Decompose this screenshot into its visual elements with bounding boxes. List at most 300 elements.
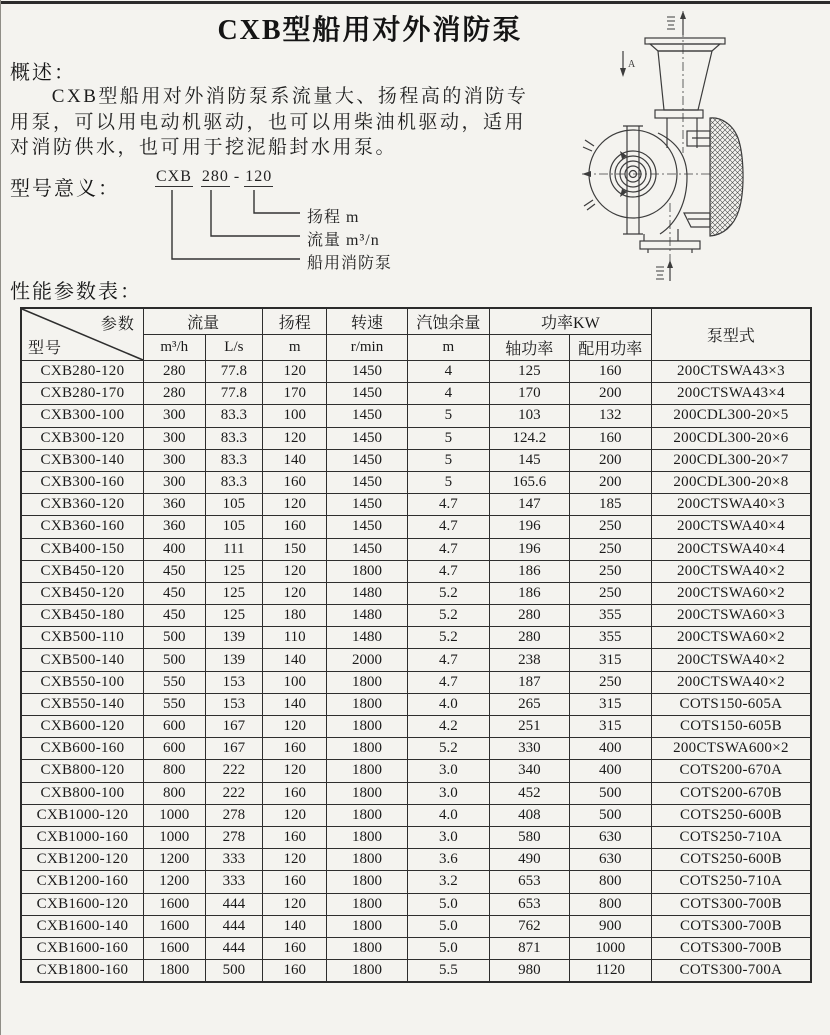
page-top-rule (0, 1, 830, 4)
cell-power-rated: 800 (569, 871, 651, 893)
cell-power-shaft: 340 (489, 760, 569, 782)
cell-npsh: 5.2 (407, 627, 489, 649)
cell-pump-type: COTS300-700B (651, 915, 811, 937)
cell-head: 160 (263, 871, 327, 893)
cell-npsh: 5.2 (407, 605, 489, 627)
cell-pump-type: 200CTSWA60×2 (651, 582, 811, 604)
cell-head: 120 (263, 893, 327, 915)
cell-npsh: 4.7 (407, 649, 489, 671)
cell-flow-ls: 278 (205, 804, 263, 826)
table-row (21, 871, 811, 893)
cell-head: 120 (263, 427, 327, 449)
cell-power-rated: 355 (569, 605, 651, 627)
cell-speed: 1450 (327, 494, 408, 516)
cell-flow-m3h: 360 (143, 516, 205, 538)
cell-pump-type: COTS200-670A (651, 760, 811, 782)
cell-power-shaft: 762 (489, 915, 569, 937)
cell-pump-type: COTS250-710A (651, 871, 811, 893)
table-row (21, 516, 811, 538)
table-row (21, 538, 811, 560)
cell-npsh: 5.5 (407, 960, 489, 983)
header-head: 扬程 (263, 308, 327, 335)
cell-model: CXB800-120 (21, 760, 143, 782)
cell-power-rated: 355 (569, 627, 651, 649)
cell-npsh: 3.0 (407, 826, 489, 848)
table-row (21, 782, 811, 804)
model-code-head: 120 (245, 168, 273, 185)
cell-power-rated: 400 (569, 760, 651, 782)
cell-speed: 1800 (327, 716, 408, 738)
cell-model: CXB280-170 (21, 383, 143, 405)
cell-flow-m3h: 600 (143, 716, 205, 738)
cell-pump-type: 200CTSWA43×4 (651, 383, 811, 405)
cell-speed: 1450 (327, 471, 408, 493)
page-title: CXB型船用对外消防泵 (217, 15, 523, 46)
left-arrowhead-icon (582, 171, 591, 177)
cell-pump-type: 200CTSWA60×3 (651, 605, 811, 627)
cell-power-shaft: 187 (489, 671, 569, 693)
cell-pump-type: 200CTSWA60×2 (651, 627, 811, 649)
cell-head: 120 (263, 760, 327, 782)
cell-model: CXB400-150 (21, 538, 143, 560)
cell-flow-ls: 278 (205, 826, 263, 848)
cell-pump-type: COTS300-700A (651, 960, 811, 983)
left-lug-upper (583, 140, 594, 151)
cell-flow-ls: 111 (205, 538, 263, 560)
cell-flow-ls: 105 (205, 494, 263, 516)
cell-flow-m3h: 800 (143, 782, 205, 804)
cell-flow-ls: 83.3 (205, 405, 263, 427)
cell-head: 160 (263, 471, 327, 493)
cell-power-rated: 250 (569, 516, 651, 538)
cell-power-shaft: 265 (489, 693, 569, 715)
performance-table-heading: 性能参数表： (10, 281, 142, 303)
cell-flow-ls: 444 (205, 915, 263, 937)
overview-line-1: CXB型船用对外消防泵系流量大、扬程高的消防专 (51, 86, 529, 107)
cell-flow-ls: 125 (205, 582, 263, 604)
header-parameter-label: 参数 (100, 316, 135, 333)
cell-model: CXB300-100 (21, 405, 143, 427)
cell-pump-type: 200CTSWA40×3 (651, 494, 811, 516)
cell-pump-type: 200CTSWA40×2 (651, 671, 811, 693)
cell-model: CXB450-120 (21, 582, 143, 604)
cell-flow-m3h: 280 (143, 383, 205, 405)
cell-power-shaft: 330 (489, 738, 569, 760)
cell-npsh: 5 (407, 427, 489, 449)
table-row (21, 427, 811, 449)
cell-head: 110 (263, 627, 327, 649)
table-row (21, 449, 811, 471)
cell-speed: 1450 (327, 405, 408, 427)
cell-speed: 1800 (327, 738, 408, 760)
header-head-unit: m (263, 335, 327, 361)
cell-head: 120 (263, 716, 327, 738)
cell-model: CXB300-120 (21, 427, 143, 449)
cell-power-shaft: 280 (489, 627, 569, 649)
cell-head: 160 (263, 937, 327, 959)
cell-power-rated: 250 (569, 538, 651, 560)
cell-flow-m3h: 400 (143, 538, 205, 560)
cell-power-rated: 900 (569, 915, 651, 937)
cell-flow-ls: 153 (205, 693, 263, 715)
cell-pump-type: 200CDL300-20×8 (651, 471, 811, 493)
cell-flow-m3h: 500 (143, 627, 205, 649)
cell-pump-type: COTS250-600B (651, 804, 811, 826)
cell-speed: 1450 (327, 516, 408, 538)
header-power-shaft: 轴功率 (489, 335, 569, 361)
cell-pump-type: COTS300-700B (651, 893, 811, 915)
cell-power-shaft: 103 (489, 405, 569, 427)
cell-npsh: 3.0 (407, 782, 489, 804)
cell-speed: 1450 (327, 383, 408, 405)
cell-head: 150 (263, 538, 327, 560)
header-flow-ls: L/s (205, 335, 263, 361)
cell-flow-m3h: 1200 (143, 849, 205, 871)
pump-drawing-svg (560, 5, 830, 287)
cell-power-rated: 250 (569, 560, 651, 582)
cell-flow-m3h: 450 (143, 605, 205, 627)
bottom-arrowhead-icon (667, 260, 673, 268)
cell-model: CXB550-100 (21, 671, 143, 693)
table-body (21, 361, 811, 983)
cell-pump-type: 200CDL300-20×5 (651, 405, 811, 427)
cell-flow-ls: 83.3 (205, 427, 263, 449)
cell-speed: 2000 (327, 649, 408, 671)
cell-flow-ls: 77.8 (205, 383, 263, 405)
table-row (21, 471, 811, 493)
table-row (21, 716, 811, 738)
cell-pump-type: COTS150-605A (651, 693, 811, 715)
cell-pump-type: 200CDL300-20×6 (651, 427, 811, 449)
cell-power-shaft: 653 (489, 871, 569, 893)
cell-power-rated: 500 (569, 782, 651, 804)
table-row (21, 605, 811, 627)
top-tiny-marks (667, 17, 675, 29)
cell-power-shaft: 147 (489, 494, 569, 516)
header-flow: 流量 (143, 308, 262, 335)
cell-flow-ls: 105 (205, 516, 263, 538)
cone-top-flange (645, 38, 725, 44)
cell-flow-m3h: 1600 (143, 937, 205, 959)
table-row (21, 937, 811, 959)
model-meaning-diagram (150, 168, 570, 273)
cell-power-shaft: 653 (489, 893, 569, 915)
top-arrowhead-icon (680, 11, 686, 19)
cell-flow-m3h: 550 (143, 671, 205, 693)
cell-npsh: 3.2 (407, 871, 489, 893)
table-row (21, 582, 811, 604)
cell-pump-type: 200CDL300-20×7 (651, 449, 811, 471)
cell-model: CXB450-180 (21, 605, 143, 627)
cell-flow-ls: 77.8 (205, 361, 263, 383)
cell-power-shaft: 490 (489, 849, 569, 871)
cell-power-rated: 630 (569, 849, 651, 871)
cell-npsh: 5.0 (407, 893, 489, 915)
cell-pump-type: COTS150-605B (651, 716, 811, 738)
cell-model: CXB600-160 (21, 738, 143, 760)
cell-speed: 1800 (327, 960, 408, 983)
table-row (21, 671, 811, 693)
cell-flow-m3h: 300 (143, 471, 205, 493)
cell-flow-m3h: 300 (143, 405, 205, 427)
table-row (21, 893, 811, 915)
cell-power-rated: 250 (569, 582, 651, 604)
table-row (21, 738, 811, 760)
cell-power-rated: 185 (569, 494, 651, 516)
cell-npsh: 4.7 (407, 560, 489, 582)
table-row (21, 915, 811, 937)
cell-speed: 1800 (327, 871, 408, 893)
model-label-flow: 流量 m³/n (307, 232, 380, 249)
cell-npsh: 4.7 (407, 538, 489, 560)
cell-speed: 1450 (327, 427, 408, 449)
cell-flow-m3h: 1800 (143, 960, 205, 983)
cell-flow-m3h: 450 (143, 560, 205, 582)
cell-flow-m3h: 1600 (143, 915, 205, 937)
table-row (21, 849, 811, 871)
cell-npsh: 5.0 (407, 937, 489, 959)
overview-paragraph (10, 84, 528, 161)
cell-flow-ls: 222 (205, 760, 263, 782)
header-power-rated: 配用功率 (569, 335, 651, 361)
cell-flow-ls: 83.3 (205, 449, 263, 471)
cell-model: CXB600-120 (21, 716, 143, 738)
cell-flow-m3h: 800 (143, 760, 205, 782)
cell-head: 120 (263, 361, 327, 383)
cell-head: 140 (263, 915, 327, 937)
pump-technical-drawing (560, 5, 830, 287)
cell-npsh: 5.2 (407, 738, 489, 760)
cell-pump-type: COTS250-600B (651, 849, 811, 871)
cell-head: 180 (263, 605, 327, 627)
cell-model: CXB1600-120 (21, 893, 143, 915)
table-row (21, 649, 811, 671)
cell-power-shaft: 186 (489, 582, 569, 604)
cell-power-rated: 315 (569, 716, 651, 738)
cell-npsh: 5 (407, 471, 489, 493)
cell-power-rated: 250 (569, 671, 651, 693)
cell-flow-ls: 167 (205, 738, 263, 760)
performance-table (20, 307, 812, 983)
cell-npsh: 4.0 (407, 693, 489, 715)
cell-head: 120 (263, 494, 327, 516)
cell-pump-type: COTS300-700B (651, 937, 811, 959)
cell-pump-type: 200CTSWA600×2 (651, 738, 811, 760)
cell-model: CXB500-140 (21, 649, 143, 671)
cell-flow-m3h: 360 (143, 494, 205, 516)
table-row (21, 960, 811, 983)
cell-npsh: 4.0 (407, 804, 489, 826)
cell-speed: 1800 (327, 782, 408, 804)
cell-head: 140 (263, 449, 327, 471)
header-flow-m3h: m³/h (143, 335, 205, 361)
upper-connector (687, 131, 710, 146)
cell-power-shaft: 125 (489, 361, 569, 383)
table-row (21, 405, 811, 427)
cell-power-shaft: 980 (489, 960, 569, 983)
header-speed-unit: r/min (327, 335, 408, 361)
cell-power-rated: 1120 (569, 960, 651, 983)
cell-head: 170 (263, 383, 327, 405)
cell-head: 160 (263, 516, 327, 538)
header-pump-type: 泵型式 (651, 308, 811, 361)
cell-power-rated: 630 (569, 826, 651, 848)
view-a-label: A (628, 59, 636, 70)
cell-power-rated: 200 (569, 471, 651, 493)
cell-flow-ls: 444 (205, 893, 263, 915)
model-code-flow: 280 (201, 168, 229, 185)
cell-head: 120 (263, 560, 327, 582)
cell-power-rated: 500 (569, 804, 651, 826)
cell-power-shaft: 871 (489, 937, 569, 959)
cell-power-rated: 132 (569, 405, 651, 427)
header-power: 功率KW (489, 308, 651, 335)
table-row (21, 383, 811, 405)
cell-pump-type: 200CTSWA40×2 (651, 649, 811, 671)
model-meaning-heading: 型号意义： (10, 178, 120, 200)
cell-npsh: 3.0 (407, 760, 489, 782)
view-a-arrowhead-icon (620, 68, 626, 77)
cell-npsh: 3.6 (407, 849, 489, 871)
cell-model: CXB360-120 (21, 494, 143, 516)
cell-model: CXB1000-160 (21, 826, 143, 848)
cell-pump-type: 200CTSWA43×3 (651, 361, 811, 383)
cell-npsh: 5 (407, 405, 489, 427)
cell-flow-m3h: 450 (143, 582, 205, 604)
cell-power-rated: 400 (569, 738, 651, 760)
cell-speed: 1800 (327, 893, 408, 915)
cell-power-rated: 160 (569, 427, 651, 449)
cell-model: CXB550-140 (21, 693, 143, 715)
cell-power-shaft: 580 (489, 826, 569, 848)
cell-flow-m3h: 600 (143, 738, 205, 760)
bottom-tiny-marks (656, 267, 664, 279)
cell-power-rated: 160 (569, 361, 651, 383)
overview-heading: 概述： (10, 62, 76, 84)
cell-power-shaft: 280 (489, 605, 569, 627)
cell-flow-ls: 167 (205, 716, 263, 738)
cell-model: CXB450-120 (21, 560, 143, 582)
hatched-section-block (710, 118, 743, 236)
cell-speed: 1480 (327, 627, 408, 649)
cell-speed: 1800 (327, 915, 408, 937)
cell-flow-m3h: 1200 (143, 871, 205, 893)
cell-pump-type: COTS200-670B (651, 782, 811, 804)
cell-npsh: 5.2 (407, 582, 489, 604)
cell-flow-m3h: 1000 (143, 804, 205, 826)
cell-flow-ls: 125 (205, 605, 263, 627)
cell-flow-m3h: 1000 (143, 826, 205, 848)
overview-line-3: 对消防供水，也可用于挖泥船封水用泵。 (10, 137, 398, 158)
cell-flow-ls: 139 (205, 649, 263, 671)
cell-flow-ls: 333 (205, 871, 263, 893)
cell-npsh: 4.7 (407, 516, 489, 538)
cell-flow-ls: 125 (205, 560, 263, 582)
table-row (21, 494, 811, 516)
cell-model: CXB1200-160 (21, 871, 143, 893)
cell-head: 120 (263, 804, 327, 826)
cell-speed: 1480 (327, 582, 408, 604)
table-row (21, 627, 811, 649)
cell-power-shaft: 124.2 (489, 427, 569, 449)
cell-power-shaft: 186 (489, 560, 569, 582)
table-row (21, 760, 811, 782)
cell-speed: 1450 (327, 449, 408, 471)
cell-model: CXB1600-140 (21, 915, 143, 937)
cell-model: CXB280-120 (21, 361, 143, 383)
cell-flow-m3h: 1600 (143, 893, 205, 915)
cell-speed: 1800 (327, 849, 408, 871)
cell-pump-type: 200CTSWA40×4 (651, 516, 811, 538)
table-row (21, 693, 811, 715)
cell-model: CXB1000-120 (21, 804, 143, 826)
cell-npsh: 4 (407, 383, 489, 405)
lower-connector (684, 213, 710, 227)
cell-head: 140 (263, 649, 327, 671)
cell-npsh: 4.7 (407, 671, 489, 693)
cell-speed: 1480 (327, 605, 408, 627)
cell-flow-m3h: 550 (143, 693, 205, 715)
model-code-series: CXB (156, 168, 192, 185)
cell-flow-ls: 444 (205, 937, 263, 959)
cell-model: CXB1800-160 (21, 960, 143, 983)
cell-power-shaft: 196 (489, 516, 569, 538)
cell-speed: 1800 (327, 826, 408, 848)
cell-model: CXB800-100 (21, 782, 143, 804)
cell-npsh: 5.0 (407, 915, 489, 937)
page-left-rule (0, 0, 1, 1035)
cell-power-rated: 200 (569, 383, 651, 405)
model-label-series: 船用消防泵 (307, 255, 393, 272)
cell-head: 100 (263, 671, 327, 693)
header-speed: 转速 (327, 308, 408, 335)
table-row (21, 361, 811, 383)
cell-head: 160 (263, 738, 327, 760)
model-label-head: 扬程 m (307, 209, 360, 226)
cell-flow-m3h: 280 (143, 361, 205, 383)
cell-speed: 1800 (327, 693, 408, 715)
header-npsh-unit: m (407, 335, 489, 361)
cell-flow-ls: 139 (205, 627, 263, 649)
cell-speed: 1450 (327, 538, 408, 560)
cell-flow-m3h: 300 (143, 449, 205, 471)
cell-flow-ls: 83.3 (205, 471, 263, 493)
cell-speed: 1450 (327, 361, 408, 383)
cell-head: 140 (263, 693, 327, 715)
cell-speed: 1800 (327, 560, 408, 582)
cell-npsh: 4.7 (407, 494, 489, 516)
cell-head: 160 (263, 960, 327, 983)
cell-speed: 1800 (327, 671, 408, 693)
cell-model: CXB1600-160 (21, 937, 143, 959)
cell-head: 120 (263, 582, 327, 604)
cell-npsh: 5 (407, 449, 489, 471)
table-row (21, 560, 811, 582)
cell-flow-ls: 500 (205, 960, 263, 983)
cell-speed: 1800 (327, 760, 408, 782)
cell-flow-m3h: 300 (143, 427, 205, 449)
cell-power-shaft: 452 (489, 782, 569, 804)
cell-npsh: 4.2 (407, 716, 489, 738)
cell-flow-m3h: 500 (143, 649, 205, 671)
header-model-label: 型号 (28, 340, 63, 357)
left-lug-lower (584, 200, 595, 210)
cell-model: CXB500-110 (21, 627, 143, 649)
cell-power-shaft: 170 (489, 383, 569, 405)
cell-flow-ls: 333 (205, 849, 263, 871)
cell-model: CXB300-140 (21, 449, 143, 471)
model-code-separator: - (233, 168, 241, 185)
